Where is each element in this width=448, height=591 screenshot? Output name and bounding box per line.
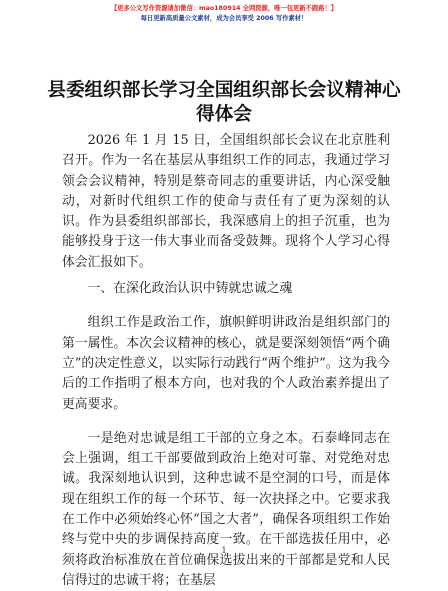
promo-banner <box>0 4 448 24</box>
document-title: 县委组织部长学习全国组织部长会议精神心得体会 <box>47 80 401 125</box>
intro-paragraph: 2026 年 1 月 15 日，全国组织部长会议在北京胜利召开。作为一名在基层从事组织工作的同志，我通过学习领会会议精神，特别是蔡奇同志的重要讲话，内心深受触动，对新时代组织工作的使命与责任有了更为深刻的认识。作为县委组织部部长，我深感肩上的担子沉重，也为能够投身于这一伟大事业而备受鼓舞。现将个人学习心得体会汇报如下。 <box>62 133 390 270</box>
body-paragraph-1: 组织工作是政治工作，旗帜鲜明讲政治是组织部门的第一属性。本次会议精神的核心，就是要深刻领悟“两个确立”的决定性意义，以实际行动践行“两个维护”。这为我今后的工作指明了根本方向，也对我的个人政治素养提出了更高要求。 <box>62 315 390 412</box>
promo-banner-line-2: 每日更新高质量公文素材，成为会员享受 2006 写作素材！ <box>140 15 308 22</box>
promo-banner-line-1: 【更多公文写作资源请加微信：mao180914 全网资源，唯一包更新不跑路！】 <box>110 5 338 12</box>
document-body <box>62 131 390 591</box>
section-heading-1: 一、在深化政治认识中铸就忠诚之魂 <box>87 281 293 297</box>
body-paragraph-2: 一是绝对忠诚是组工干部的立身之本。石泰峰同志在会上强调，组工干部要做到政治上绝对可靠、对党绝对忠诚。我深刻地认识到，这种忠诚不是空洞的口号，而是体现在组织工作的每一个环节、每一次抉择之中。它要求我在工作中必须始终心怀“国之大者”，确保各项组织工作始终与党中央的步调保持高度一致。在干部选拔任用中，必须将政治标准放在首位确保选拔出来的干部都是党和人民信得过的忠诚干将；在基层 <box>62 430 390 588</box>
page-number: 1 <box>221 546 227 555</box>
